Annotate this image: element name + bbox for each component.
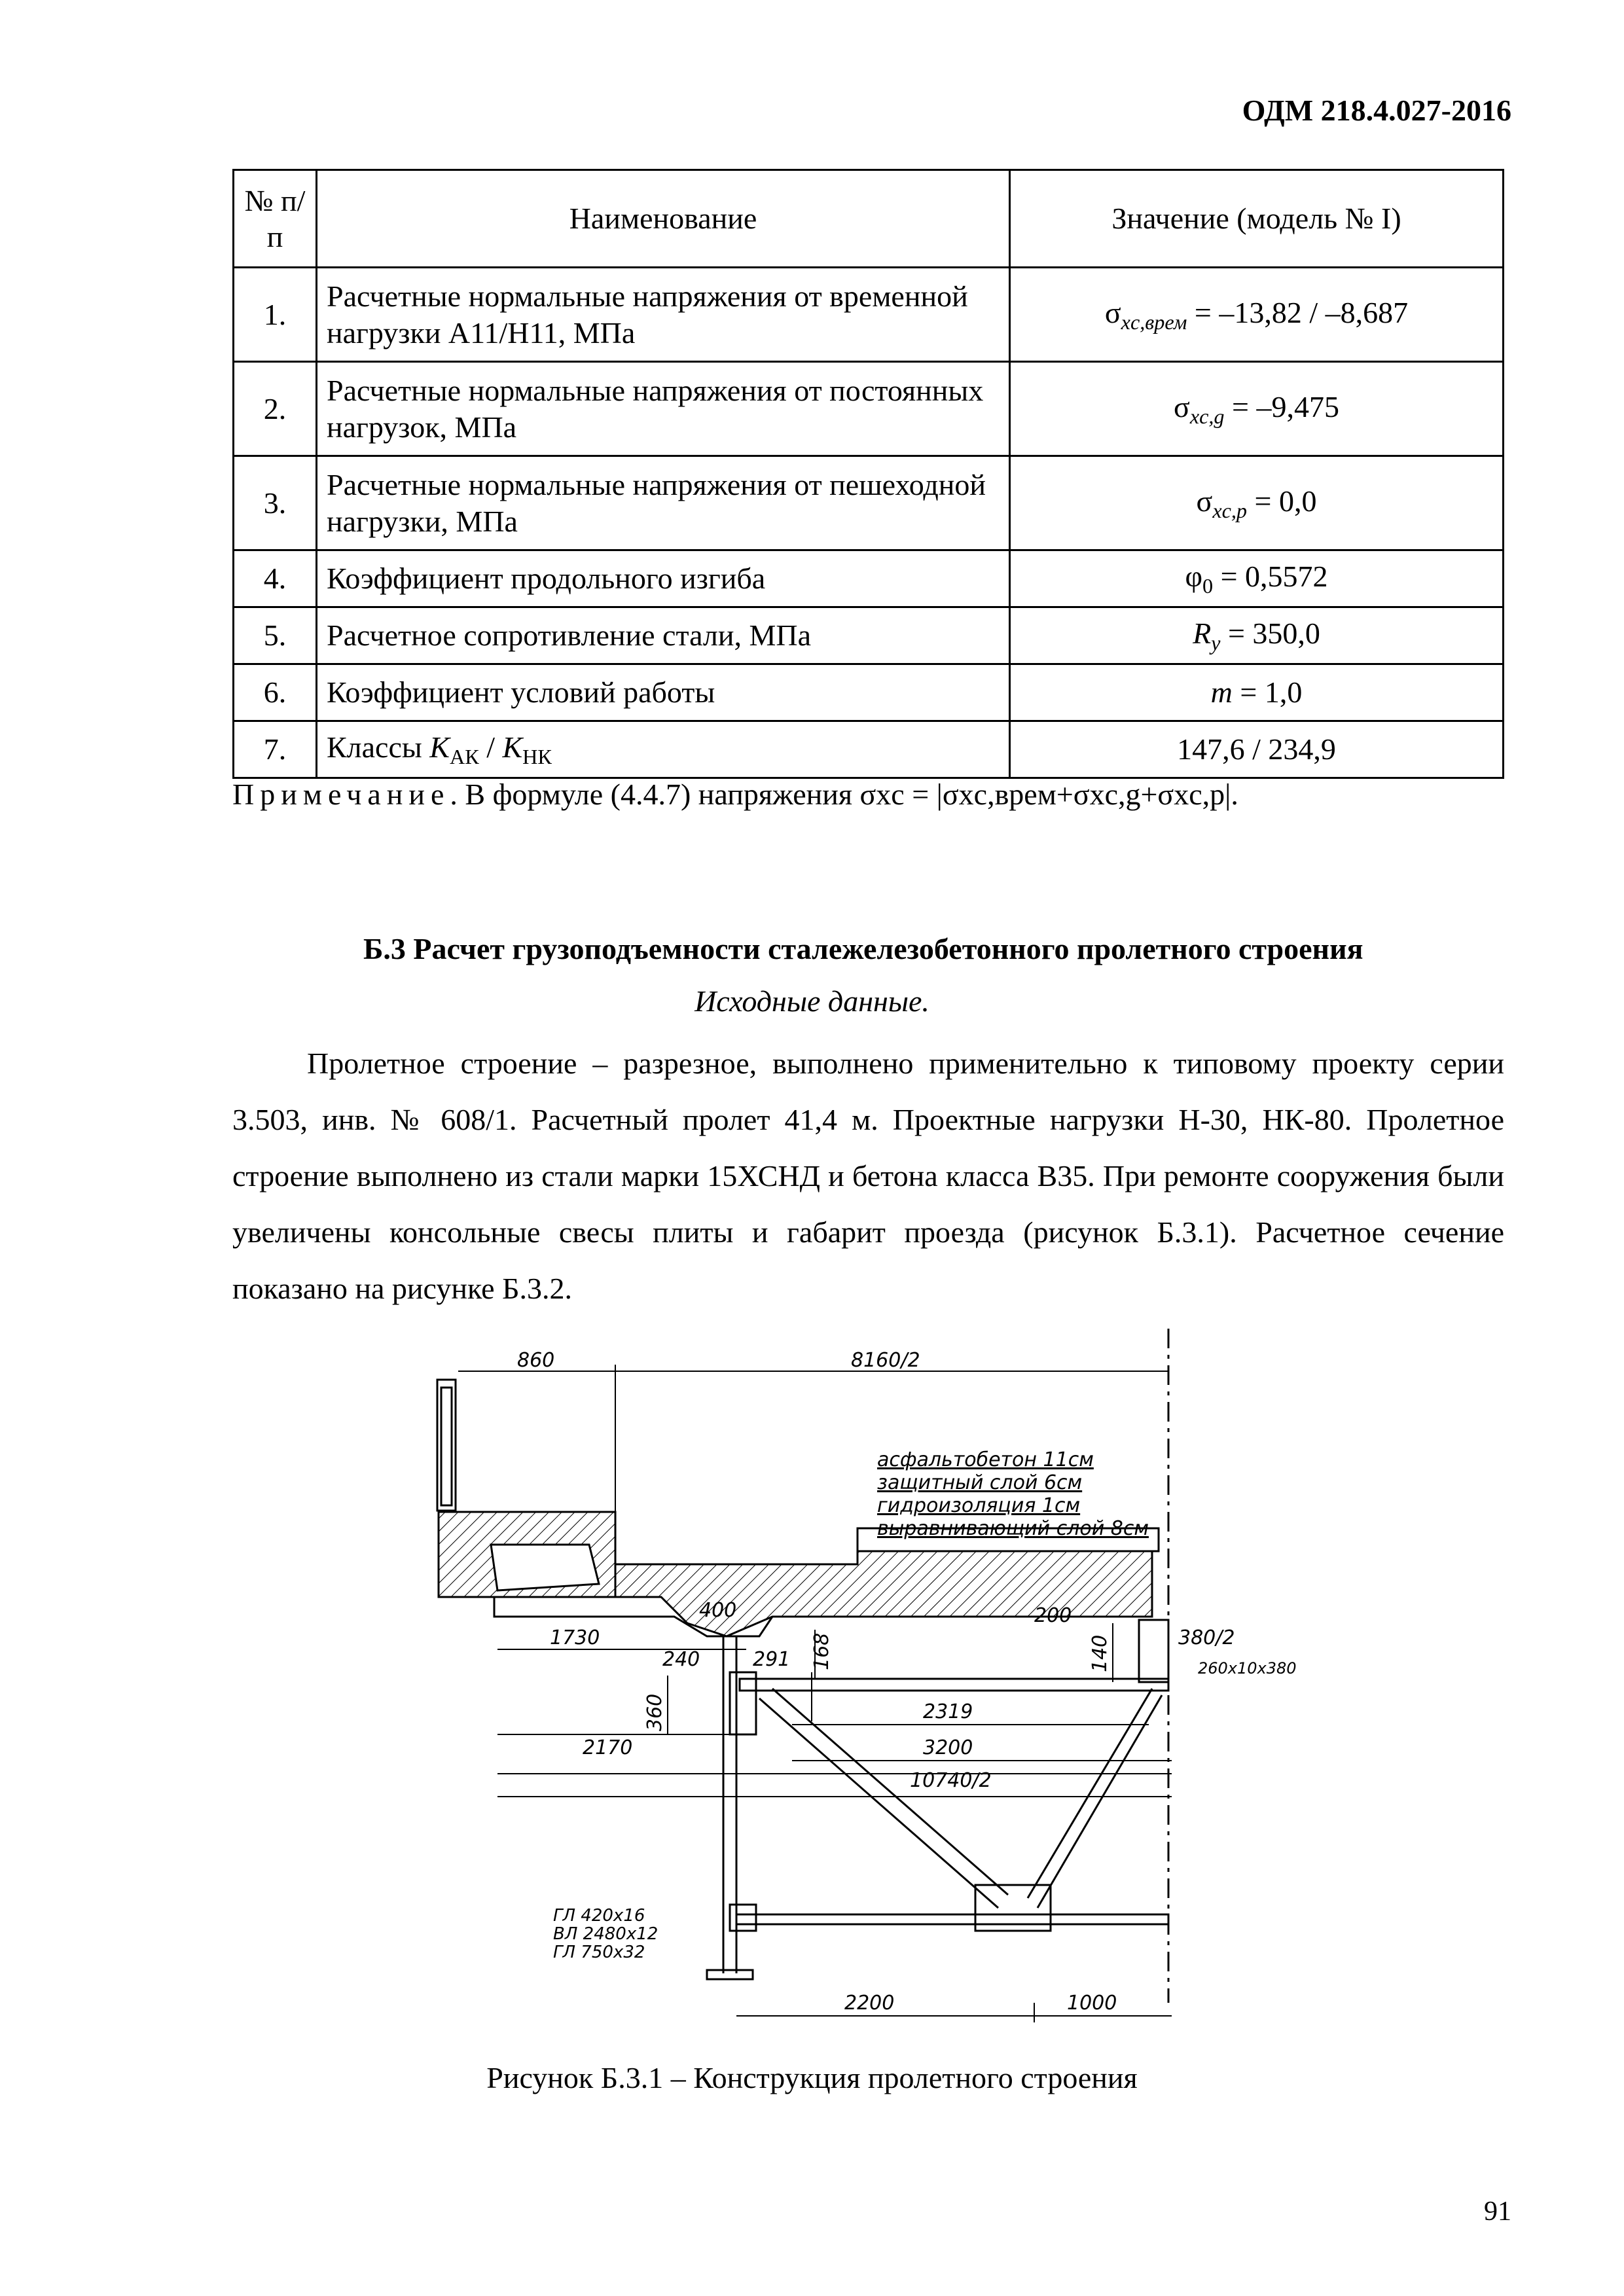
stiffener-right (1139, 1620, 1168, 1682)
value-rest: = –13,82 / –8,687 (1187, 295, 1409, 329)
row-name: Коэффициент условий работы (317, 664, 1010, 721)
value-rest: = 0,0 (1247, 484, 1317, 518)
value-rest: = 1,0 (1232, 675, 1303, 709)
class-subscript: НК (522, 745, 552, 769)
dim-1730: 1730 (550, 1626, 600, 1649)
value-rest: = 350,0 (1220, 617, 1320, 651)
dim-260x10x380: 260x10x380 (1198, 1659, 1297, 1677)
row-name: Расчетные нормальные напряжения от постоянных нагрузок, МПа (317, 362, 1010, 456)
dim-240: 240 (662, 1648, 700, 1671)
dim-400: 400 (699, 1599, 737, 1622)
page-number: 91 (1484, 2197, 1511, 2227)
value-subscript: 0 (1202, 574, 1214, 598)
header-name: Наименование (317, 170, 1010, 268)
railing-inner (441, 1388, 452, 1505)
plate-annotations (553, 1906, 658, 1962)
layer-leveling: выравнивающий слой 8см (877, 1517, 1149, 1540)
diagonal-brace (1038, 1695, 1162, 1908)
layer-annotations (877, 1448, 1149, 1540)
dim-1000: 1000 (1067, 1992, 1117, 2015)
class-symbol: K (502, 730, 523, 764)
header-value: Значение (модель № I) (1010, 170, 1504, 268)
plate-vl-2480: ВЛ 2480x12 (553, 1924, 659, 1944)
layer-waterproofing: гидроизоляция 1см (877, 1494, 1081, 1517)
row-name: Расчетные нормальные напряжения от временной нагрузки А11/Н11, МПа (317, 268, 1010, 362)
slab-void (491, 1545, 599, 1590)
dim-200: 200 (1034, 1604, 1072, 1627)
dim-168: 168 (810, 1632, 833, 1670)
note-formula: σxc = |σxc,врем+σxc,g+σxc,p|. (859, 778, 1238, 811)
class-symbol: K (429, 730, 450, 764)
section-title: Б.3 Расчет грузоподъемности сталежелезобетонного пролетного строения (363, 932, 1363, 965)
dim-140: 140 (1089, 1634, 1111, 1672)
body-paragraph: Пролетное строение – разрезное, выполнено применительно к типовому проекту серии 3.503, инв. № 608/1. Расчетный пролет 41,4 м. Проектные нагрузки Н-30, НК-80. Пролетное строение выполнено из стали марки 15ХСНД и бетона класса В35. При ремонте сооружения были увеличены консольные свесы плиты и габарит проезда (рисунок Б.3.1). Расчетное сечение показано на рисунке Б.3.2. (232, 1047, 1504, 1305)
value-symbol: φ (1185, 560, 1202, 594)
value-subscript: xc,g (1189, 404, 1225, 428)
row-num: 1. (234, 268, 317, 362)
value-symbol: R (1193, 617, 1212, 651)
row-num: 6. (234, 664, 317, 721)
diagonal-brace (759, 1698, 998, 1908)
section-subtitle: Исходные данные. (695, 984, 929, 1018)
dim-360: 360 (643, 1693, 666, 1731)
value-subscript: xc,врем (1121, 310, 1187, 334)
bottom-chord (736, 1914, 1168, 1924)
document-code: ОДМ 218.4.027-2016 (1242, 94, 1511, 127)
bolt-plate (730, 1672, 756, 1734)
plate-gl-420: ГЛ 420x16 (553, 1906, 645, 1926)
note-label: Примечание (232, 778, 450, 811)
class-subscript: АК (449, 745, 479, 769)
dim-8160: 8160/2 (851, 1349, 920, 1372)
row-num: 4. (234, 550, 317, 607)
dim-3200: 3200 (923, 1736, 973, 1759)
row-num: 2. (234, 362, 317, 456)
header-num: № п/п (234, 170, 317, 268)
dim-2319: 2319 (923, 1700, 973, 1723)
value-symbol: σ (1174, 389, 1190, 423)
dim-291: 291 (753, 1648, 791, 1671)
dim-10740: 10740/2 (910, 1769, 992, 1792)
dim-380: 380/2 (1178, 1626, 1235, 1649)
figure-caption: Рисунок Б.3.1 – Конструкция пролетного строения (486, 2061, 1138, 2094)
value-symbol: m (1210, 675, 1233, 709)
value-symbol: σ (1104, 295, 1121, 329)
railing-post (437, 1380, 456, 1511)
note-text: . В формуле (4.4.7) напряжения (450, 778, 860, 811)
row-name: Коэффициент продольного изгиба (317, 550, 1010, 607)
row-name: Расчетное сопротивление стали, МПа (317, 607, 1010, 664)
dim-860: 860 (517, 1349, 555, 1372)
slash: / (478, 730, 503, 764)
row-num: 3. (234, 456, 317, 550)
value-rest: = –9,475 (1224, 389, 1339, 423)
row-name: Расчетные нормальные напряжения от пешеходной нагрузки, МПа (317, 456, 1010, 550)
row-value: 147,6 / 234,9 (1010, 721, 1504, 778)
name-prefix: Классы (327, 730, 430, 764)
plate-gl-750: ГЛ 750x32 (553, 1943, 645, 1962)
row-num: 5. (234, 607, 317, 664)
bolt-plate (730, 1905, 756, 1931)
value-rest: = 0,5572 (1213, 560, 1328, 594)
row-num: 7. (234, 721, 317, 778)
value-symbol: σ (1196, 484, 1213, 518)
dim-2170: 2170 (583, 1736, 633, 1759)
layer-asphalt: асфальтобетон 11см (877, 1448, 1094, 1471)
cross-beam-top (740, 1679, 1168, 1691)
diagonal-brace (1028, 1689, 1152, 1898)
value-subscript: xc,p (1212, 498, 1248, 522)
dim-2200: 2200 (844, 1992, 895, 2015)
value-subscript: y (1211, 631, 1221, 655)
bottom-flange (707, 1970, 753, 1979)
layer-protective: защитный слой 6см (877, 1471, 1083, 1494)
